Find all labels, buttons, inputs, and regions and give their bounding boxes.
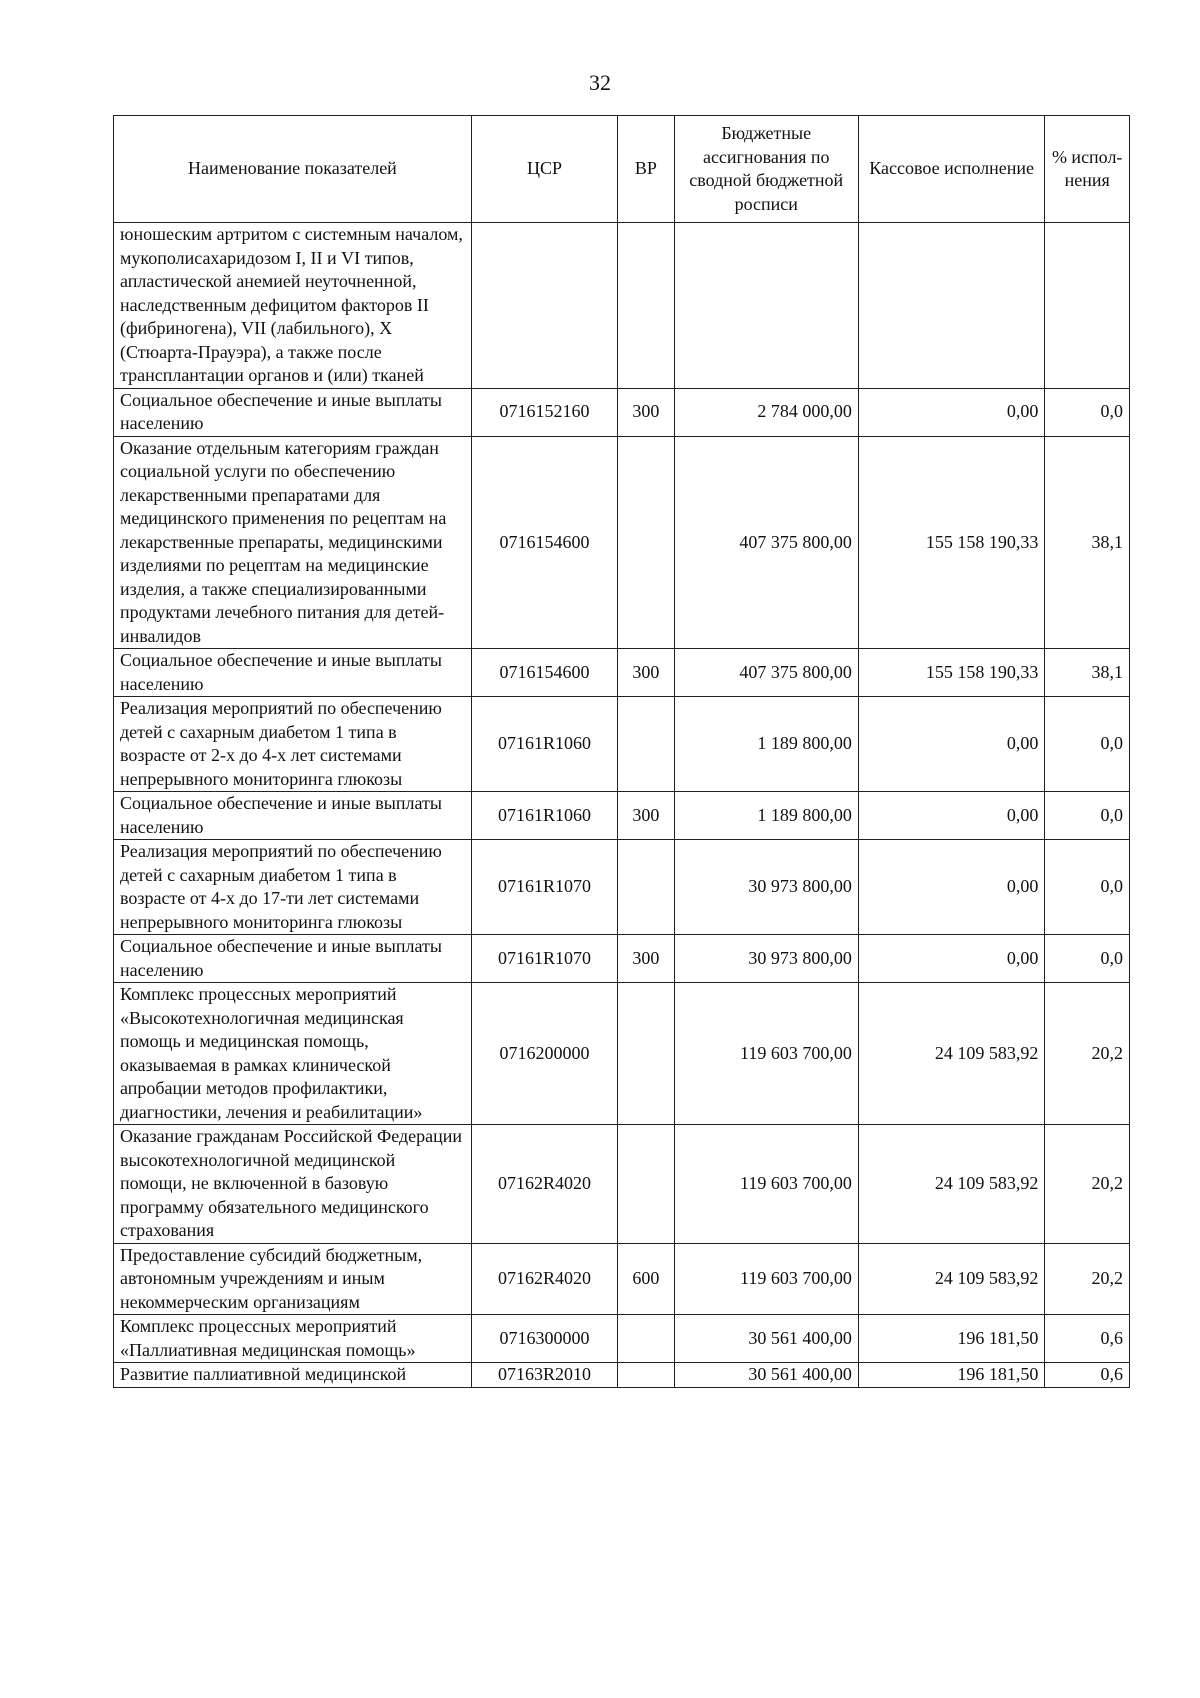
row-budget: 2 784 000,00 <box>674 388 858 436</box>
budget-table <box>113 115 1130 1388</box>
row-percent: 0,0 <box>1045 697 1130 792</box>
row-percent: 0,0 <box>1045 935 1130 983</box>
header-vr: ВР <box>618 116 674 223</box>
table-row <box>114 792 1130 840</box>
row-csr: 0716154600 <box>471 649 617 697</box>
row-vr <box>618 840 674 935</box>
header-cash: Кассовое исполнение <box>858 116 1045 223</box>
row-budget: 1 189 800,00 <box>674 792 858 840</box>
row-name: Предоставление субсидий бюджетным, автономным учреждениям и иным некоммерческим организациям <box>114 1243 472 1315</box>
row-csr: 0716200000 <box>471 983 617 1125</box>
row-name: юношеским артритом с системным началом, мукополисахаридозом I, II и VI типов, апластической анемией неуточненной, наследственным дефицитом факторов II (фибриногена), VII (лабильного), X (Стюарта-Прауэра), а также после трансплантации органов и (или) тканей <box>114 223 472 389</box>
table-row <box>114 983 1130 1125</box>
row-budget: 407 375 800,00 <box>674 649 858 697</box>
row-name: Комплекс процессных мероприятий «Высокотехнологичная медицинская помощь и медицинская помощь, оказываемая в рамках клинической апробации методов профилактики, диагностики, лечения и реабилитации» <box>114 983 472 1125</box>
row-csr: 07162R4020 <box>471 1125 617 1244</box>
row-budget: 407 375 800,00 <box>674 436 858 649</box>
row-percent <box>1045 223 1130 389</box>
row-csr: 07161R1060 <box>471 697 617 792</box>
row-name: Социальное обеспечение и иные выплаты населению <box>114 792 472 840</box>
row-name: Комплекс процессных мероприятий «Паллиативная медицинская помощь» <box>114 1315 472 1363</box>
row-name: Развитие паллиативной медицинской <box>114 1363 472 1388</box>
table-row <box>114 388 1130 436</box>
header-csr: ЦСР <box>471 116 617 223</box>
table-row <box>114 1243 1130 1315</box>
row-percent: 20,2 <box>1045 1125 1130 1244</box>
row-csr: 07161R1070 <box>471 935 617 983</box>
row-name: Оказание отдельным категориям граждан социальной услуги по обеспечению лекарственными препаратами для медицинского применения по рецептам на лекарственные препараты, медицинскими изделиями по рецептам на медицинские изделия, а также специализированными продуктами лечебного питания для детей-инвалидов <box>114 436 472 649</box>
table-row <box>114 1125 1130 1244</box>
row-budget: 119 603 700,00 <box>674 983 858 1125</box>
row-cash <box>858 223 1045 389</box>
row-percent: 20,2 <box>1045 983 1130 1125</box>
row-name: Социальное обеспечение и иные выплаты населению <box>114 649 472 697</box>
row-cash: 0,00 <box>858 792 1045 840</box>
row-csr: 0716154600 <box>471 436 617 649</box>
header-percent: % испол-нения <box>1045 116 1130 223</box>
row-percent: 0,6 <box>1045 1363 1130 1388</box>
row-name: Реализация мероприятий по обеспечению детей с сахарным диабетом 1 типа в возрасте от 2-х до 4-х лет системами непрерывного мониторинга глюкозы <box>114 697 472 792</box>
row-cash: 196 181,50 <box>858 1315 1045 1363</box>
row-vr <box>618 223 674 389</box>
row-vr <box>618 1315 674 1363</box>
row-budget <box>674 223 858 389</box>
row-budget: 119 603 700,00 <box>674 1243 858 1315</box>
row-percent: 38,1 <box>1045 436 1130 649</box>
row-budget: 30 561 400,00 <box>674 1315 858 1363</box>
table-row <box>114 649 1130 697</box>
row-cash: 0,00 <box>858 840 1045 935</box>
row-percent: 0,0 <box>1045 840 1130 935</box>
header-name: Наименование показателей <box>114 116 472 223</box>
row-vr: 300 <box>618 649 674 697</box>
row-csr <box>471 223 617 389</box>
row-cash: 24 109 583,92 <box>858 1243 1045 1315</box>
row-budget: 30 973 800,00 <box>674 840 858 935</box>
row-csr: 0716152160 <box>471 388 617 436</box>
header-budget: Бюджетные ассигнования по сводной бюджетной росписи <box>674 116 858 223</box>
row-name: Социальное обеспечение и иные выплаты населению <box>114 935 472 983</box>
row-budget: 119 603 700,00 <box>674 1125 858 1244</box>
row-percent: 20,2 <box>1045 1243 1130 1315</box>
row-cash: 155 158 190,33 <box>858 649 1045 697</box>
row-cash: 24 109 583,92 <box>858 983 1045 1125</box>
row-cash: 24 109 583,92 <box>858 1125 1045 1244</box>
row-name: Реализация мероприятий по обеспечению детей с сахарным диабетом 1 типа в возрасте от 4-х до 17-ти лет системами непрерывного мониторинга глюкозы <box>114 840 472 935</box>
row-cash: 155 158 190,33 <box>858 436 1045 649</box>
row-percent: 0,0 <box>1045 792 1130 840</box>
row-csr: 07163R2010 <box>471 1363 617 1388</box>
row-csr: 07161R1070 <box>471 840 617 935</box>
row-cash: 0,00 <box>858 388 1045 436</box>
row-vr <box>618 983 674 1125</box>
row-csr: 07162R4020 <box>471 1243 617 1315</box>
row-percent: 38,1 <box>1045 649 1130 697</box>
row-percent: 0,0 <box>1045 388 1130 436</box>
row-vr: 300 <box>618 388 674 436</box>
table-row <box>114 935 1130 983</box>
row-budget: 1 189 800,00 <box>674 697 858 792</box>
row-name: Оказание гражданам Российской Федерации высокотехнологичной медицинской помощи, не включенной в базовую программу обязательного медицинского страхования <box>114 1125 472 1244</box>
row-name: Социальное обеспечение и иные выплаты населению <box>114 388 472 436</box>
row-csr: 0716300000 <box>471 1315 617 1363</box>
row-budget: 30 561 400,00 <box>674 1363 858 1388</box>
row-vr <box>618 1363 674 1388</box>
table-row <box>114 840 1130 935</box>
row-vr <box>618 697 674 792</box>
row-vr <box>618 1125 674 1244</box>
table-header-row <box>114 116 1130 223</box>
table-row <box>114 223 1130 389</box>
row-vr: 300 <box>618 792 674 840</box>
row-csr: 07161R1060 <box>471 792 617 840</box>
row-percent: 0,6 <box>1045 1315 1130 1363</box>
row-vr <box>618 436 674 649</box>
row-vr: 300 <box>618 935 674 983</box>
table-row <box>114 1315 1130 1363</box>
table-row <box>114 697 1130 792</box>
row-cash: 0,00 <box>858 935 1045 983</box>
table-row <box>114 1363 1130 1388</box>
row-budget: 30 973 800,00 <box>674 935 858 983</box>
page-number: 32 <box>589 70 611 95</box>
row-vr: 600 <box>618 1243 674 1315</box>
row-cash: 0,00 <box>858 697 1045 792</box>
table-row <box>114 436 1130 649</box>
row-cash: 196 181,50 <box>858 1363 1045 1388</box>
